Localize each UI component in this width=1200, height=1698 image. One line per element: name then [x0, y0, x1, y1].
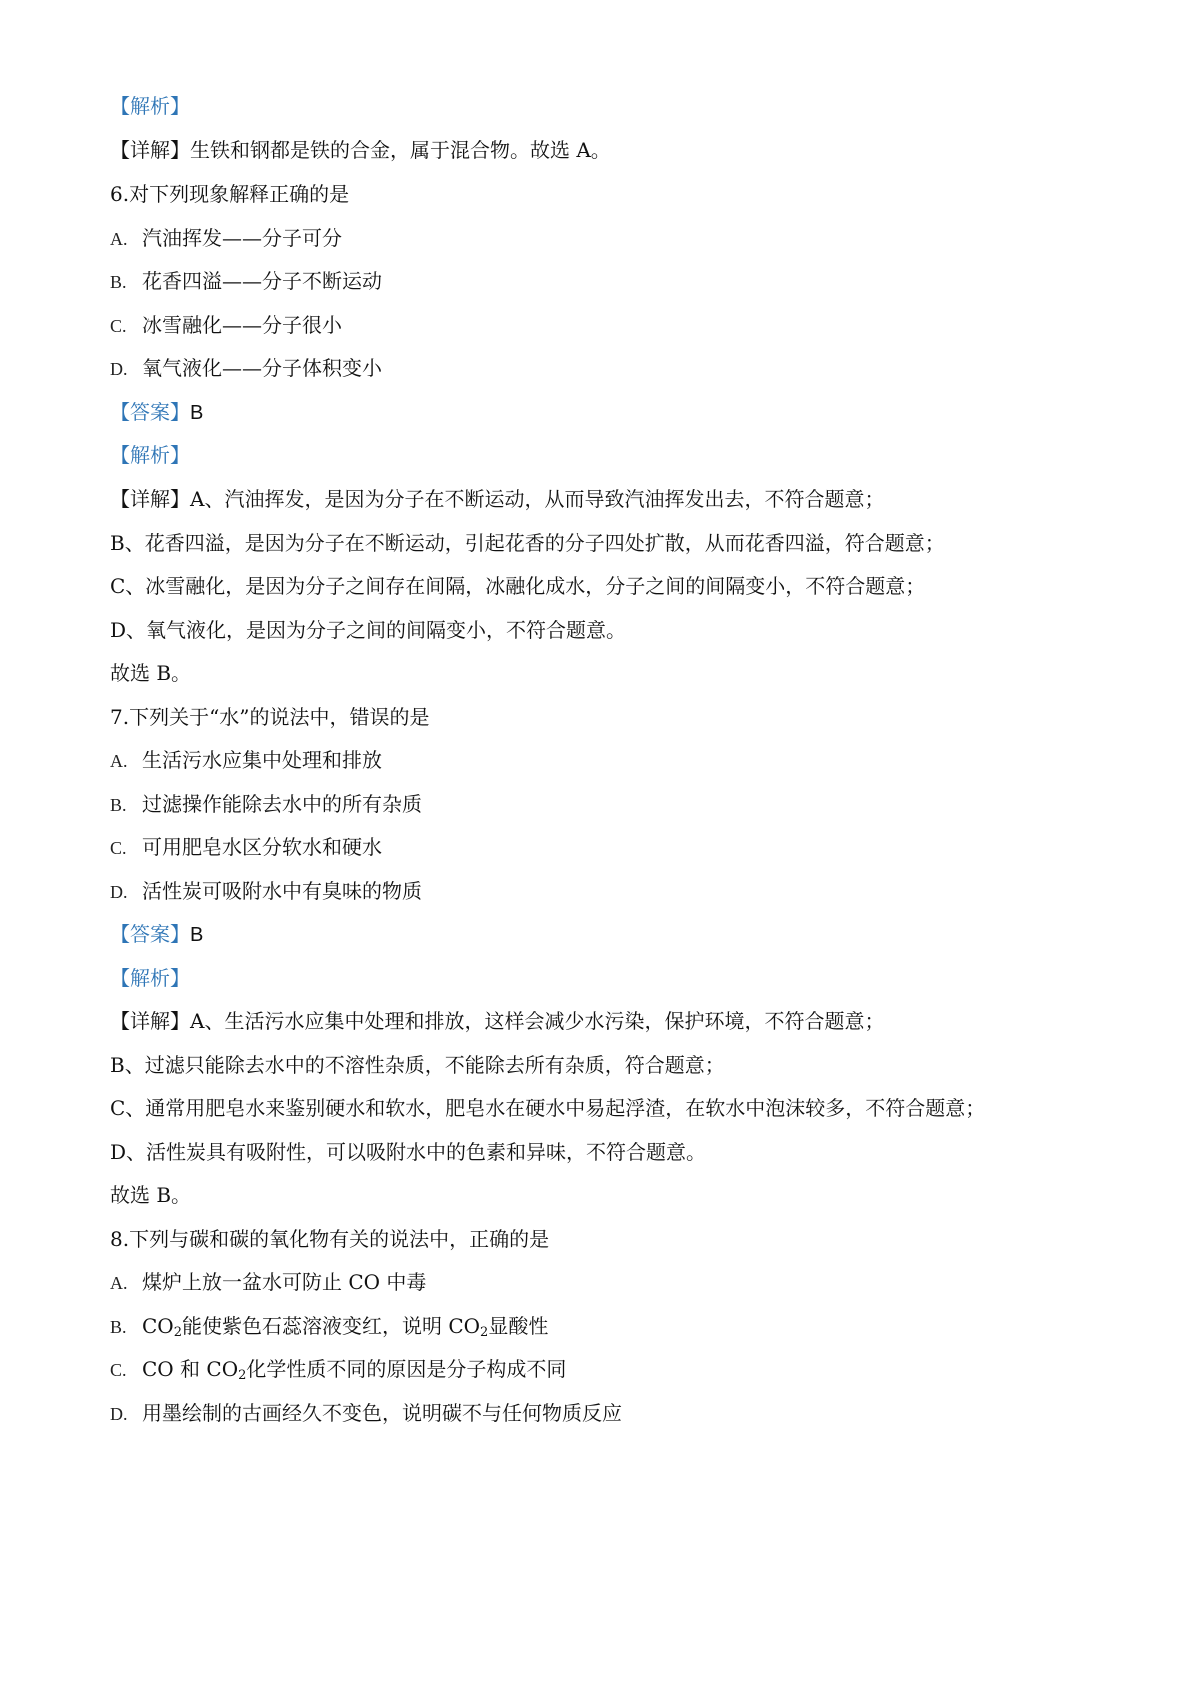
q7-detail-line-0 [110, 1007, 884, 1035]
q7-option-a [110, 746, 382, 774]
subscript: 2 [173, 1325, 182, 1340]
option-text: 可用肥皂水区分软水和硬水 [142, 835, 382, 859]
q6-option-a [110, 224, 342, 252]
q8-option-c [110, 1355, 566, 1383]
q7-analysis-tag: 【解析】 [110, 966, 190, 990]
subscript: 2 [480, 1325, 489, 1340]
option-letter: A. [110, 1273, 128, 1293]
option-text: 花香四溢——分子不断运动 [142, 269, 382, 293]
q7-detail-line-1: B、过滤只能除去水中的不溶性杂质，不能除去所有杂质，符合题意； [110, 1053, 725, 1077]
q7-stem: 7.下列关于“水”的说法中，错误的是 [110, 705, 430, 729]
q5-detail-line [110, 136, 611, 164]
option-letter: B. [110, 272, 127, 292]
option-letter: D. [110, 1404, 128, 1424]
q7-answer-tag: 【答案】 [110, 922, 190, 946]
option-text: 煤炉上放一盆水可防止 CO 中毒 [142, 1270, 427, 1294]
q6-detail-line-4: 故选 B。 [110, 661, 192, 685]
subscript: 2 [238, 1368, 247, 1383]
q7-option-c [110, 833, 382, 861]
option-letter: A. [110, 229, 128, 249]
q6-answer-line [110, 398, 203, 426]
option-text-part: 显酸性 [488, 1314, 549, 1338]
q6-detail-tag: 【详解】 [110, 487, 190, 511]
q7-answer: B [190, 924, 204, 946]
q6-stem: 6.对下列现象解释正确的是 [110, 182, 350, 206]
option-text: 氧气液化——分子体积变小 [142, 356, 382, 380]
q7-answer-line [110, 920, 203, 948]
option-text: 活性炭可吸附水中有臭味的物质 [142, 879, 422, 903]
q6-detail-line-0 [110, 485, 884, 513]
option-text: 用墨绘制的古画经久不变色，说明碳不与任何物质反应 [142, 1401, 622, 1425]
q5-analysis-tag: 【解析】 [110, 94, 190, 118]
q6-detail-line-3: D、氧气液化，是因为分子之间的间隔变小，不符合题意。 [110, 618, 627, 642]
q6-detail-text: A、汽油挥发，是因为分子在不断运动，从而导致汽油挥发出去，不符合题意； [190, 487, 885, 511]
q7-detail-text: A、生活污水应集中处理和排放，这样会减少水污染，保护环境，不符合题意； [190, 1009, 885, 1033]
q7-detail-tag: 【详解】 [110, 1009, 190, 1033]
q5-detail-tag: 【详解】 [110, 138, 190, 162]
option-text: 生活污水应集中处理和排放 [142, 748, 382, 772]
option-letter: C. [110, 1360, 127, 1380]
q5-detail-text: 生铁和钢都是铁的合金，属于混合物。故选 A。 [190, 138, 611, 162]
q6-answer-tag: 【答案】 [110, 400, 190, 424]
option-letter: D. [110, 882, 128, 902]
option-letter: C. [110, 316, 127, 336]
option-text-part: CO [142, 1314, 174, 1338]
q6-answer: B [190, 402, 204, 424]
q7-option-b [110, 790, 422, 818]
option-letter: D. [110, 359, 128, 379]
option-text-part: 能使紫色石蕊溶液变红，说明 CO [181, 1314, 481, 1338]
q7-option-d [110, 877, 422, 905]
option-text-part: 化学性质不同的原因是分子构成不同 [246, 1357, 567, 1381]
q8-option-d [110, 1399, 622, 1427]
option-letter: B. [110, 1317, 127, 1337]
q8-stem: 8.下列与碳和碳的氧化物有关的说法中，正确的是 [110, 1227, 550, 1251]
q6-option-b [110, 267, 382, 295]
option-text: 汽油挥发——分子可分 [142, 226, 342, 250]
option-text-part: CO 和 CO [142, 1357, 239, 1381]
option-letter: C. [110, 838, 127, 858]
q7-detail-line-2: C、通常用肥皂水来鉴别硬水和软水，肥皂水在硬水中易起浮渣，在软水中泡沫较多，不符合题意； [110, 1096, 986, 1120]
option-letter: B. [110, 795, 127, 815]
q6-analysis-tag: 【解析】 [110, 443, 190, 467]
q6-detail-line-1: B、花香四溢，是因为分子在不断运动，引起花香的分子四处扩散，从而花香四溢，符合题意； [110, 531, 945, 555]
option-letter: A. [110, 751, 128, 771]
option-text: 过滤操作能除去水中的所有杂质 [142, 792, 422, 816]
q7-detail-line-4: 故选 B。 [110, 1183, 192, 1207]
q8-option-a [110, 1268, 426, 1296]
q6-option-c [110, 311, 342, 339]
q7-detail-line-3: D、活性炭具有吸附性，可以吸附水中的色素和异味，不符合题意。 [110, 1140, 707, 1164]
q6-option-d [110, 354, 382, 382]
q6-detail-line-2: C、冰雪融化，是因为分子之间存在间隔，冰融化成水，分子之间的间隔变小，不符合题意； [110, 574, 926, 598]
option-text: 冰雪融化——分子很小 [142, 313, 342, 337]
q8-option-b [110, 1312, 548, 1340]
